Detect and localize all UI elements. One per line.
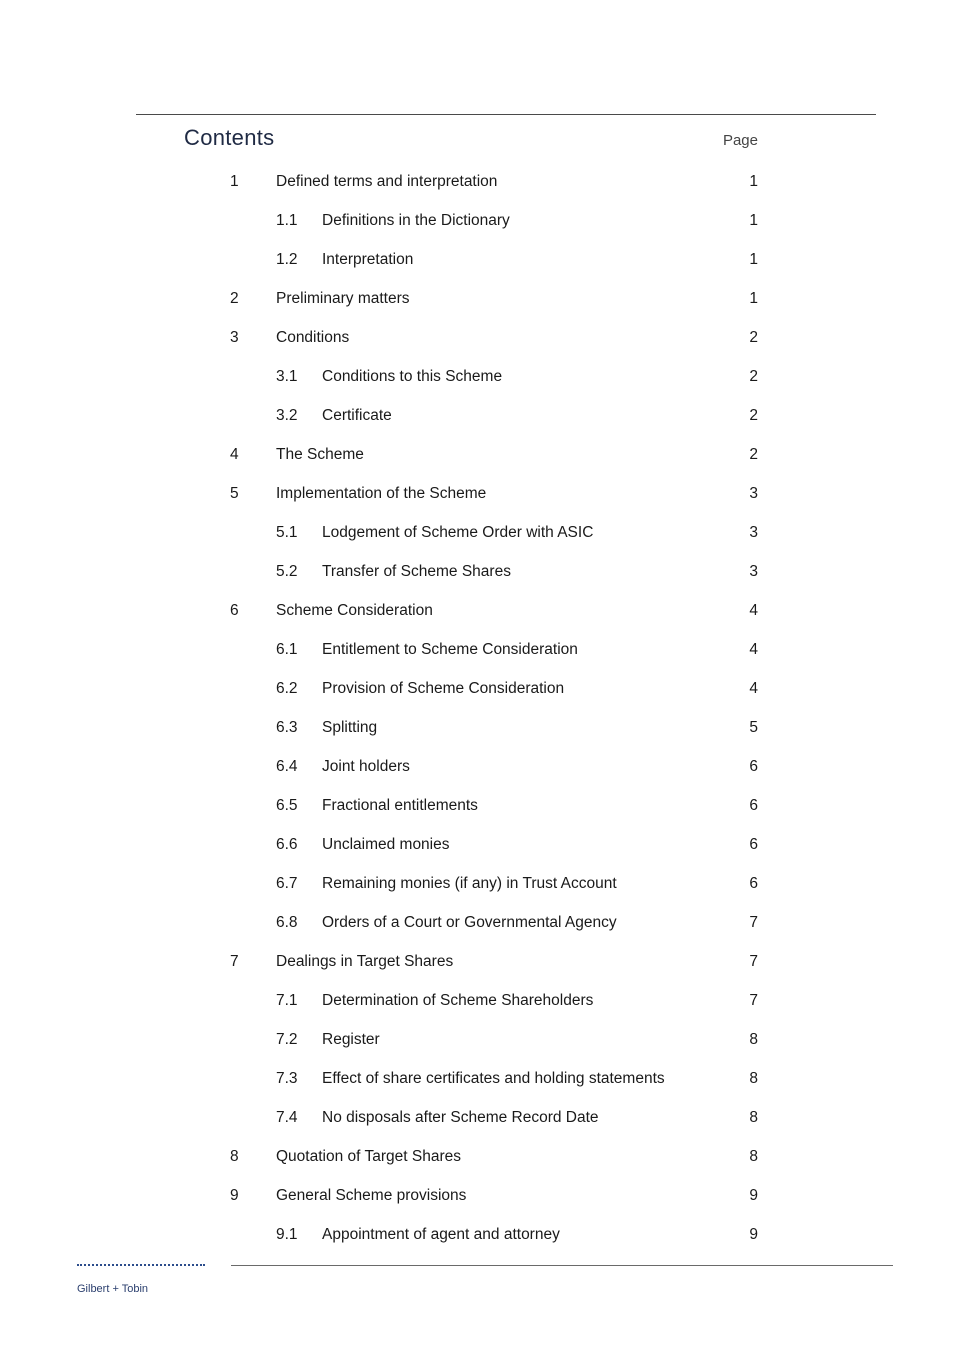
toc-entry-number: 9.1 <box>276 1226 298 1243</box>
toc-entry-title[interactable]: Register <box>322 1031 380 1048</box>
toc-entry-number: 7.1 <box>276 992 298 1009</box>
toc-entry-title[interactable]: Splitting <box>322 719 378 736</box>
toc-entry-page[interactable]: 8 <box>749 1031 758 1048</box>
toc-entry-title[interactable]: Implementation of the Scheme <box>276 485 487 502</box>
footer-firm-name: Gilbert + Tobin <box>77 1283 149 1295</box>
toc-entry-number: 3.1 <box>276 368 298 385</box>
toc-entry-number: 2 <box>230 290 239 307</box>
toc-entry-page[interactable]: 4 <box>749 602 758 619</box>
toc-entry-number: 7.3 <box>276 1070 298 1087</box>
toc-entry-number: 6.1 <box>276 641 298 658</box>
toc-entry-title[interactable]: Joint holders <box>322 758 410 775</box>
toc-entry-title[interactable]: Defined terms and interpretation <box>276 173 498 190</box>
toc-entry[interactable] <box>0 864 965 903</box>
toc-entry[interactable] <box>0 669 965 708</box>
toc-entry-title[interactable]: Scheme Consideration <box>276 602 433 619</box>
page-title: Contents <box>184 125 275 150</box>
toc-entry[interactable] <box>0 279 965 318</box>
toc-entry-number: 5 <box>230 485 239 502</box>
toc-entry-page[interactable]: 1 <box>749 290 758 307</box>
toc-entry-title[interactable]: General Scheme provisions <box>276 1187 467 1204</box>
toc-entry-title[interactable]: Appointment of agent and attorney <box>322 1226 560 1243</box>
toc-entry[interactable] <box>0 1020 965 1059</box>
toc-entry-number: 1.1 <box>276 212 298 229</box>
toc-entry-page[interactable]: 5 <box>749 719 758 736</box>
toc-entry-title[interactable]: Effect of share certificates and holding statements <box>322 1070 665 1087</box>
toc-entry-title[interactable]: Preliminary matters <box>276 290 410 307</box>
toc-entry-page[interactable]: 9 <box>749 1226 758 1243</box>
toc-entry-title[interactable]: Remaining monies (if any) in Trust Account <box>322 875 617 892</box>
toc-entry-page[interactable]: 9 <box>749 1187 758 1204</box>
toc-entry-number: 3 <box>230 329 239 346</box>
toc-entry-number: 1.2 <box>276 251 298 268</box>
toc-entry-number: 7 <box>230 953 239 970</box>
toc-entry-page[interactable]: 8 <box>749 1109 758 1126</box>
footer-divider <box>231 1265 893 1266</box>
toc-entry-page[interactable]: 3 <box>749 485 758 502</box>
toc-entry-page[interactable]: 1 <box>749 251 758 268</box>
toc-entry-page[interactable]: 6 <box>749 836 758 853</box>
toc-entry[interactable] <box>0 357 965 396</box>
toc-entry-title[interactable]: Unclaimed monies <box>322 836 450 853</box>
toc-entry-number: 7.4 <box>276 1109 298 1126</box>
toc-entry-page[interactable]: 2 <box>749 407 758 424</box>
toc-entry[interactable] <box>0 474 965 513</box>
toc-entry-number: 6.8 <box>276 914 298 931</box>
toc-entry-number: 5.1 <box>276 524 298 541</box>
toc-entry-title[interactable]: Provision of Scheme Consideration <box>322 680 565 697</box>
top-divider <box>136 114 876 115</box>
toc-entry[interactable] <box>0 513 965 552</box>
toc-entry-page[interactable]: 6 <box>749 797 758 814</box>
toc-entry-page[interactable]: 2 <box>749 329 758 346</box>
toc-entry-title[interactable]: Transfer of Scheme Shares <box>322 563 511 580</box>
toc-entry-page[interactable]: 7 <box>749 992 758 1009</box>
toc-entry-title[interactable]: Orders of a Court or Governmental Agency <box>322 914 617 931</box>
toc-entry-page[interactable]: 1 <box>749 173 758 190</box>
toc-entry-title[interactable]: No disposals after Scheme Record Date <box>322 1109 599 1126</box>
toc-entry-title[interactable]: Entitlement to Scheme Consideration <box>322 641 578 658</box>
toc-entry-title[interactable]: Definitions in the Dictionary <box>322 212 510 229</box>
toc-entry[interactable] <box>0 1137 965 1176</box>
toc-entry-title[interactable]: The Scheme <box>276 446 364 463</box>
toc-entry[interactable] <box>0 981 965 1020</box>
toc-entry-page[interactable]: 8 <box>749 1070 758 1087</box>
toc-entry[interactable] <box>0 1059 965 1098</box>
toc-entry-number: 8 <box>230 1148 239 1165</box>
toc-entry-page[interactable]: 4 <box>749 641 758 658</box>
toc-entry-number: 6.2 <box>276 680 298 697</box>
toc-entry-page[interactable]: 2 <box>749 368 758 385</box>
toc-entry-title[interactable]: Determination of Scheme Shareholders <box>322 992 594 1009</box>
toc-entry-number: 6.3 <box>276 719 298 736</box>
toc-entry-number: 6.5 <box>276 797 298 814</box>
toc-entry-page[interactable]: 3 <box>749 563 758 580</box>
toc-entry-number: 3.2 <box>276 407 298 424</box>
toc-entry-number: 6.6 <box>276 836 298 853</box>
toc-entry[interactable] <box>0 591 965 630</box>
toc-entry[interactable] <box>0 201 965 240</box>
footer-dotted-divider <box>77 1264 205 1266</box>
toc-entry[interactable] <box>0 903 965 942</box>
toc-entry[interactable] <box>0 747 965 786</box>
toc-entry[interactable] <box>0 825 965 864</box>
toc-entry[interactable] <box>0 1098 965 1137</box>
toc-entry-number: 6 <box>230 602 239 619</box>
toc-entry-number: 6.4 <box>276 758 298 775</box>
toc-entry[interactable] <box>0 396 965 435</box>
toc-entry[interactable] <box>0 708 965 747</box>
toc-entry-page[interactable]: 3 <box>749 524 758 541</box>
toc-entry-page[interactable]: 4 <box>749 680 758 697</box>
toc-entry-page[interactable]: 7 <box>749 914 758 931</box>
toc-entry-title[interactable]: Lodgement of Scheme Order with ASIC <box>322 524 594 541</box>
toc-entry-page[interactable]: 1 <box>749 212 758 229</box>
toc-entry-page[interactable]: 7 <box>749 953 758 970</box>
toc-entry-number: 9 <box>230 1187 239 1204</box>
toc-entry[interactable] <box>0 1176 965 1215</box>
toc-entry-title[interactable]: Dealings in Target Shares <box>276 953 454 970</box>
toc-entry-number: 7.2 <box>276 1031 298 1048</box>
toc-entry[interactable] <box>0 630 965 669</box>
table-of-contents <box>0 162 965 1254</box>
toc-entry[interactable] <box>0 240 965 279</box>
toc-entry-title[interactable]: Conditions to this Scheme <box>322 368 503 385</box>
toc-entry[interactable] <box>0 162 965 201</box>
toc-entry-page[interactable]: 8 <box>749 1148 758 1165</box>
toc-entry-number: 5.2 <box>276 563 298 580</box>
toc-entry[interactable] <box>0 435 965 474</box>
toc-entry-title[interactable]: Interpretation <box>322 251 414 268</box>
toc-entry-number: 4 <box>230 446 239 463</box>
toc-entry[interactable] <box>0 552 965 591</box>
toc-entry-page[interactable]: 2 <box>749 446 758 463</box>
toc-entry-title[interactable]: Fractional entitlements <box>322 797 478 814</box>
toc-entry-title[interactable]: Conditions <box>276 329 350 346</box>
toc-entry-number: 6.7 <box>276 875 298 892</box>
toc-entry-title[interactable]: Certificate <box>322 407 392 424</box>
toc-entry[interactable] <box>0 786 965 825</box>
toc-entry-title[interactable]: Quotation of Target Shares <box>276 1148 461 1165</box>
toc-entry-page[interactable]: 6 <box>749 875 758 892</box>
toc-entry-number: 1 <box>230 173 239 190</box>
toc-entry[interactable] <box>0 1215 965 1254</box>
page-column-heading: Page <box>722 132 758 149</box>
toc-entry[interactable] <box>0 318 965 357</box>
toc-entry[interactable] <box>0 942 965 981</box>
toc-entry-page[interactable]: 6 <box>749 758 758 775</box>
